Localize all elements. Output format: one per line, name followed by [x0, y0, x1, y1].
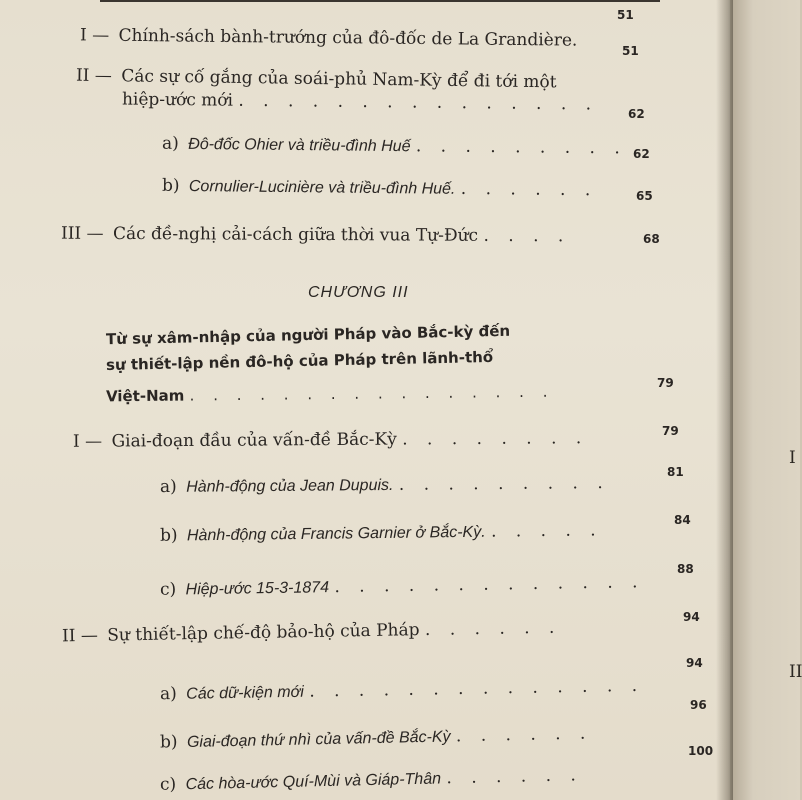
toc-entry-page: 62 — [633, 147, 650, 161]
toc-entry — [162, 176, 597, 201]
toc-entry-title: Các sự cố gắng của soái-phủ Nam-Kỳ để đi tới một — [121, 66, 557, 93]
toc-entry-label: I — — [72, 431, 103, 452]
toc-entry-page: 51 — [622, 44, 639, 58]
toc-entry-label: c) — [159, 774, 177, 795]
toc-entry-page: 79 — [662, 424, 679, 438]
chapter-heading-line-last — [106, 383, 555, 406]
toc-entry-page: 100 — [688, 744, 714, 758]
toc-entry-label: b) — [159, 732, 178, 753]
toc-entry-page: 62 — [628, 107, 645, 121]
toc-entry — [80, 25, 578, 50]
toc-entry-title: Hiệp-ước 15-3-1874 — [185, 579, 330, 599]
toc-entry-page: 81 — [667, 465, 684, 479]
toc-entry — [160, 473, 610, 497]
toc-entry-dots: . . . . . . . . . . . . . — [334, 572, 645, 598]
toc-entry — [160, 765, 583, 795]
toc-entry-dots: . . . . . . — [424, 617, 562, 641]
toc-entry-dots: . . . . . . . . . . . . . . . — [238, 90, 599, 115]
toc-entry — [160, 572, 645, 600]
toc-entry-title: Hành-động của Francis Garnier ở Bắc-Kỳ. — [186, 523, 486, 545]
toc-entry-label: II — — [75, 65, 113, 87]
toc-entry-label: b) — [161, 175, 180, 196]
toc-entry-dots: . . . . . . . . — [402, 428, 589, 450]
toc-entry-label: III — — [60, 223, 104, 244]
toc-entry-dots: . . . . . . — [455, 723, 593, 747]
toc-entry-title: Cornulier-Lucinière và triều-đình Huế. — [188, 178, 456, 198]
toc-entry-label: a) — [159, 476, 177, 497]
toc-entry-page: 94 — [683, 610, 700, 624]
toc-entry — [76, 66, 557, 93]
toc-entry — [162, 134, 627, 159]
toc-entry-page: 68 — [643, 232, 660, 246]
toc-entry-title: Các hòa-ước Quí-Mùi và Giáp-Thân — [185, 770, 442, 794]
toc-entry-title: Các đề-nghị cải-cách giữa thời vua Tự-Đức — [112, 223, 479, 246]
toc-entry-page: 65 — [636, 189, 653, 203]
chapter-heading-text: Việt-Nam — [105, 386, 185, 406]
toc-entry-label: c) — [159, 579, 177, 600]
toc-entry-continuation — [122, 90, 598, 115]
toc-entry-dots: . . . . — [483, 225, 571, 247]
toc-entry — [160, 520, 603, 545]
toc-entry-dots: . . . . . . . . . — [398, 473, 610, 495]
toc-entry-title: Giai-đoạn thứ nhì của vấn-đề Bắc-Kỳ — [186, 728, 451, 751]
toc-entry-label: a) — [161, 133, 179, 154]
chapter-heading-dots: . . . . . . . . . . . . . . . . — [189, 382, 555, 405]
book-page-right — [733, 0, 800, 800]
toc-entry-title: hiệp-ước mới — [121, 89, 234, 111]
toc-entry-dots: . . . . . . . . . . . . . . — [309, 675, 645, 702]
toc-entry-label: b) — [159, 525, 178, 546]
right-page-mark: II — [789, 662, 802, 682]
toc-entry-label: II — — [61, 625, 99, 647]
toc-entry-title: Chính-sách bành-trướng của đô-đốc de La Grandière. — [118, 25, 578, 51]
toc-entry-dots: . . . . . . . . . — [415, 136, 627, 159]
toc-entry-title: Giai-đoạn đầu của vấn-đề Bắc-Kỳ — [111, 429, 397, 452]
toc-entry — [62, 618, 562, 647]
toc-entry — [160, 723, 593, 752]
toc-entry — [73, 428, 588, 452]
toc-entry-dots: . . . . . — [490, 520, 603, 542]
chapter-heading-line: sự thiết-lập nền đô-hộ của Pháp trên lãnh-thổ — [105, 347, 494, 375]
toc-entry-label: I — — [79, 25, 110, 46]
chapter-heading-page: 79 — [657, 376, 674, 390]
chapter-title: CHƯƠNG III — [308, 284, 409, 301]
page-number-top: 51 — [617, 8, 634, 22]
toc-entry-title: Sự thiết-lập chế-độ bảo-hộ của Pháp — [107, 620, 420, 646]
right-page-mark: I — [789, 448, 796, 468]
toc-entry — [160, 676, 644, 704]
toc-entry-dots: . . . . . . — [446, 765, 584, 789]
toc-entry-page: 88 — [677, 562, 694, 576]
toc-entry-dots: . . . . . . — [460, 178, 598, 201]
chapter-heading-line: Từ sự xâm-nhập của người Pháp vào Bắc-kỳ đến — [105, 321, 511, 349]
toc-entry-page: 96 — [690, 698, 707, 712]
toc-entry-title: Các dữ-kiện mới — [186, 683, 304, 703]
toc-entry — [61, 224, 570, 247]
toc-entry-label: a) — [159, 683, 177, 705]
toc-entry-page: 94 — [686, 656, 703, 670]
toc-entry-title: Hành-động của Jean Dupuis. — [186, 476, 394, 496]
top-rule — [100, 0, 660, 2]
toc-entry-page: 84 — [674, 513, 691, 527]
toc-entry-title: Đô-đốc Ohier và triều-đình Huế — [188, 135, 411, 156]
